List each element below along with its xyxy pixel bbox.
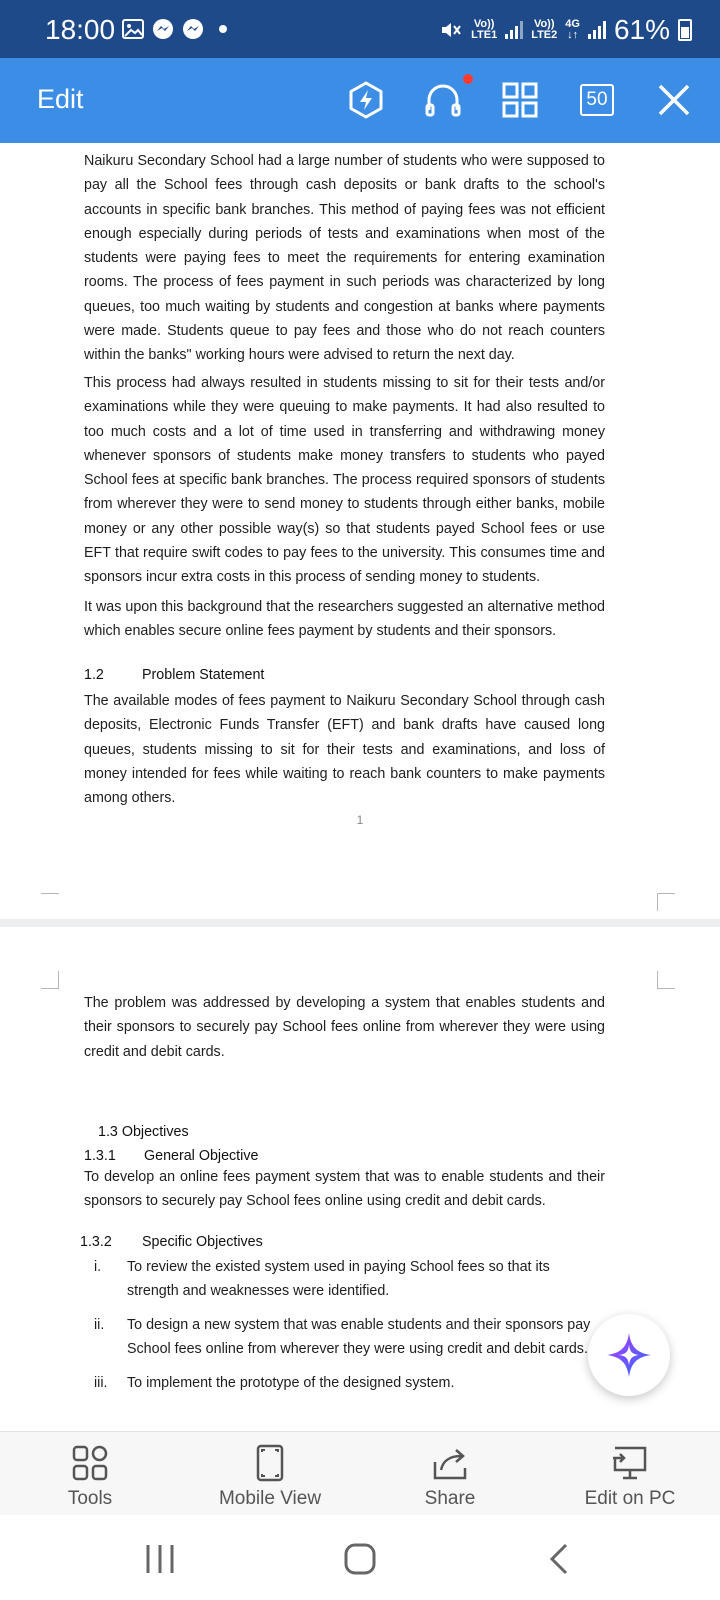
system-nav-bar [0,1515,720,1600]
mobile-view-label: Mobile View [218,1488,322,1509]
network-type: 4G ↓↑ [565,18,580,41]
subsection-heading: 1.3.2 Specific Objectives [80,1234,263,1250]
signal-bars-icon [505,21,523,39]
recent-apps-icon[interactable] [140,1539,180,1579]
list-item: iii. To implement the prototype of the designed system. [94,1375,455,1391]
messenger-icon [182,18,204,40]
status-bar [0,0,720,58]
close-icon[interactable] [652,78,696,122]
paragraph: This process had always resulted in students missing to sit for their tests and/or examinations while they were queuing to make payments. It had also resulted to too much costs and a lot of time used in transferring and withdrawing money whenever sponsors of students make money transfers to students who payed School fees at specific bank branches. The process required sponsors of students from wherever they were to send money to students through either banks, mobile money or any other possible way(s) so that students payed School fees or use EFT that require swift codes to pay fees to the university. This consumes time and sponsors incur extra costs in this process of sending money to students. [84,375,605,586]
quick-action-icon[interactable] [344,78,388,122]
page-corner-mark [657,893,675,911]
app-title: Edit [37,84,84,114]
headphones-icon[interactable] [421,78,465,122]
edit-on-pc-button[interactable] [540,1432,720,1515]
mobile-view-icon [251,1444,289,1482]
document-view[interactable] [0,143,720,1431]
share-icon [431,1444,469,1482]
network-lte1: Vo)) LTE1 [471,18,498,41]
messenger-icon [152,18,174,40]
paragraph: To develop an online fees payment system that was to enable students and their sponsors to securely pay School fees online using credit and debit cards. [84,1169,605,1210]
network-lte2: Vo)) LTE2 [531,18,558,41]
page-corner-mark [41,971,59,989]
paragraph: Naikuru Secondary School had a large number of students who were supposed to pay all the School fees through cash deposits or bank drafts to the school's accounts in specific bank branches. This method of paying fees was not efficient enough especially during periods of tests and examinations when most of the students were paying fees to meet the requirements for entering examination rooms. The process of fees payment in such periods was characterized by long queues, too much waiting by students and congestion at banks where payments were made. Students queue to pay fees and those who do not reach counters within the banks" working hours were advised to return the next day. [84,153,605,364]
section-heading: 1.3 Objectives [98,1124,189,1140]
status-time: 18:00 [45,14,116,45]
page-corner-mark [657,971,675,989]
dot-icon [212,18,234,40]
page-separator [0,919,720,927]
notification-icons [122,18,234,40]
tools-icon [71,1444,109,1482]
document-page-1 [0,143,720,919]
notification-dot [463,74,473,84]
mobile-view-button[interactable] [180,1432,360,1515]
battery-percent: 61% [613,14,670,45]
tools-label: Tools [67,1488,113,1509]
bottom-toolbar [0,1431,720,1515]
paragraph: It was upon this background that the researchers suggested an alternative method which enables secure online fees payment by students and their sponsors. [84,599,605,640]
subsection-heading: 1.3.1 General Objective [84,1148,259,1164]
back-icon[interactable] [540,1539,580,1579]
list-item: ii. To design a new system that was enable students and their sponsors pay School fees online from wherever they were using credit and debit cards. [94,1317,591,1358]
share-button[interactable] [360,1432,540,1515]
list-item: i. To review the existed system used in paying School fees so that its strength and weaknesses were identified. [94,1259,550,1300]
paragraph: The problem was addressed by developing a system that enables students and their sponsors to securely pay School fees online from wherever they were using credit and debit cards. [84,995,605,1060]
edit-on-pc-icon [611,1444,649,1482]
status-right [439,14,692,46]
app-bar [0,58,720,143]
tools-button[interactable] [0,1432,180,1515]
page-count-button[interactable]: 50 [580,84,614,116]
ai-assistant-button[interactable] [588,1314,670,1396]
ai-sparkle-icon [605,1331,653,1379]
share-label: Share [424,1488,476,1509]
page-number: 1 [356,813,364,827]
signal-bars-icon [588,21,606,39]
section-heading: 1.2 Problem Statement [84,667,265,683]
home-icon[interactable] [340,1539,380,1579]
mute-icon [439,18,463,42]
page-corner-mark [41,893,59,911]
battery-icon [678,19,692,41]
edit-on-pc-label: Edit on PC [584,1488,676,1509]
paragraph: The available modes of fees payment to Naikuru Secondary School through cash deposits, Electronic Funds Transfer (EFT) and bank drafts have caused long queues, students missing to sit for their tests and examinations, and loss of money intended for fees while waiting to reach bank counters to make payments among others. [84,693,605,807]
gallery-icon [122,18,144,40]
grid-icon[interactable] [498,78,542,122]
